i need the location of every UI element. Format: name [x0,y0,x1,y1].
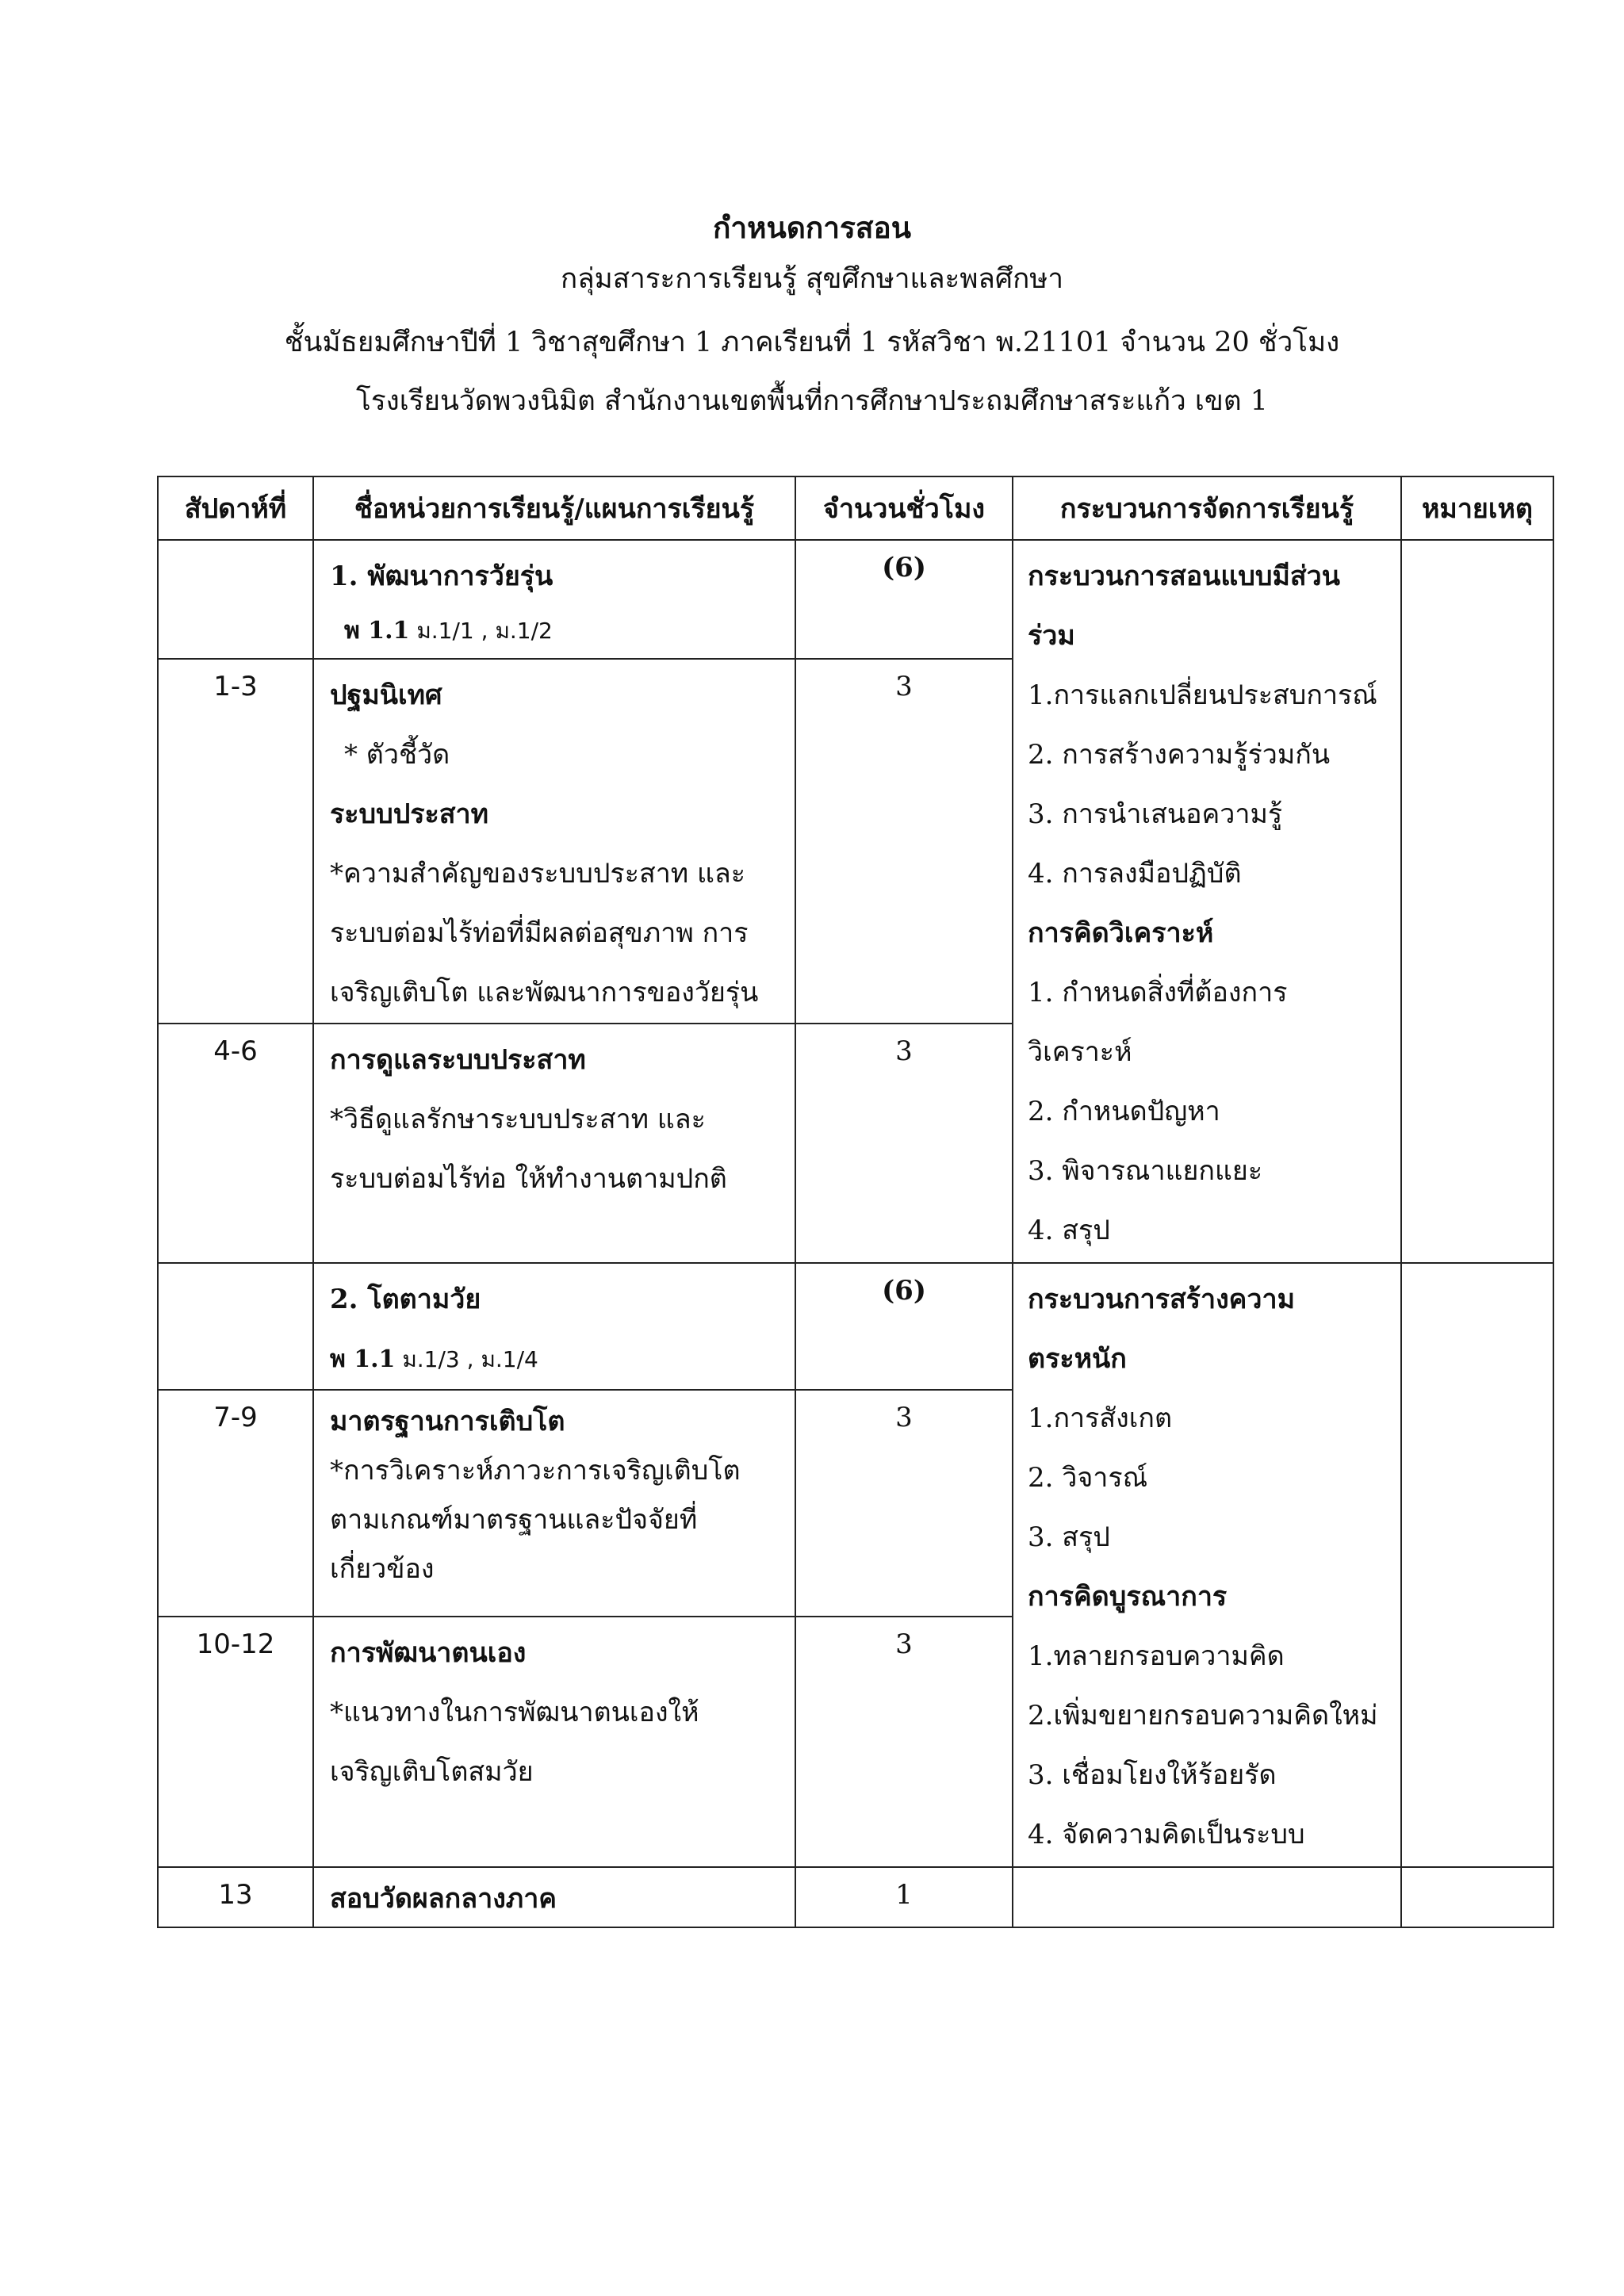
process-line: การคิดบูรณาการ [1028,1581,1228,1613]
column-header-unit-name: ชื่อหน่วยการเรียนรู้/แผนการเรียนรู้ [313,476,795,540]
process-line: 4. จัดความคิดเป็นระบบ [1028,1819,1305,1850]
unit-2-standard [330,1330,795,1389]
lesson-line: การพัฒนาตนเอง [330,1637,527,1669]
lesson-cell [313,1390,795,1617]
lesson-line: มาตรฐานการเติบโต [330,1406,565,1437]
lesson-line: *การวิเคราะห์ภาวะการเจริญเติบโต [330,1455,741,1487]
process-line: 3. เชื่อมโยงให้ร้อยรัด [1028,1759,1277,1791]
hours-cell: 3 [795,659,1013,1024]
exam-row [158,1867,1553,1927]
lesson-cell [313,1867,795,1927]
process-line: กระบวนการสร้างความ [1028,1284,1296,1315]
week-cell [158,540,313,659]
unit-1-standard [330,607,795,656]
hours-cell: 3 [795,1617,1013,1867]
lesson-line: การดูแลระบบประสาท [330,1044,586,1076]
lesson-line: * ตัวชี้วัด [344,739,450,771]
exam-process-cell [1013,1867,1401,1927]
exam-title: สอบวัดผลกลางภาค [330,1883,557,1915]
school-line: โรงเรียนวัดพวงนิมิต สำนักงานเขตพื้นที่การศึกษาประถมศึกษาสระแก้ว เขต 1 [356,385,1268,417]
process-line: 2. การสร้างความรู้ร่วมกัน [1028,739,1331,771]
unit-2-title-cell [313,1263,795,1390]
process-line: 4. สรุป [1028,1215,1110,1246]
week-cell [158,1263,313,1390]
week-cell: 7-9 [158,1390,313,1617]
unit-1-title: 1. พัฒนาการวัยรุ่น [330,561,553,592]
week-cell: 13 [158,1867,313,1927]
column-header-process: กระบวนการจัดการเรียนรู้ [1013,476,1401,540]
column-header-week: สัปดาห์ที่ [158,476,313,540]
process-line: 1. กำหนดสิ่งที่ต้องการ [1028,977,1288,1008]
process-line: 3. สรุป [1028,1521,1110,1553]
lesson-line: ระบบต่อมไร้ท่อ ให้ทำงานตามปกติ [330,1163,727,1195]
unit-1-process-cell [1013,540,1401,1263]
unit-2-title: 2. โตตามวัย [330,1284,481,1315]
unit-2-hours: (6) [795,1263,1013,1390]
week-cell: 4-6 [158,1024,313,1263]
teaching-schedule-table [157,476,1554,1928]
lesson-line: เกี่ยวข้อง [330,1553,435,1585]
process-line: กระบวนการสอนแบบมีส่วน [1028,561,1340,592]
process-line: ร่วม [1028,620,1075,652]
unit-1-title-cell [313,540,795,659]
week-cell: 1-3 [158,659,313,1024]
process-line: 1.การแลกเปลี่ยนประสบการณ์ [1028,679,1377,711]
subject-group-line: กลุ่มสาระการเรียนรู้ สุขศึกษาและพลศึกษา [561,263,1063,295]
lesson-line: *แนวทางในการพัฒนาตนเองให้ [330,1697,699,1728]
hours-cell: 3 [795,1024,1013,1263]
hours-cell: 1 [795,1867,1013,1927]
unit-2-standard-indicators: ม.1/3 , ม.1/4 [395,1346,538,1372]
process-line: 1.ทลายกรอบความคิด [1028,1640,1285,1672]
process-line: การคิดวิเคราะห์ [1028,917,1214,949]
lesson-line: ระบบประสาท [330,798,489,830]
document-title: กำหนดการสอน [712,210,912,245]
column-header-hours: จำนวนชั่วโมง [795,476,1013,540]
column-header-remarks: หมายเหตุ [1401,476,1553,540]
unit-1-hours: (6) [795,540,1013,659]
unit-2-title-row [158,1263,1553,1390]
hours-cell: 3 [795,1390,1013,1617]
process-line: 3. พิจารณาแยกแยะ [1028,1155,1263,1187]
lesson-line: ระบบต่อมไร้ท่อที่มีผลต่อสุขภาพ การ [330,917,749,949]
unit-2-remarks-cell [1401,1263,1553,1867]
process-line: 2. กำหนดปัญหา [1028,1096,1220,1127]
exam-remarks-cell [1401,1867,1553,1927]
lesson-cell [313,659,795,1024]
lesson-cell [313,1024,795,1263]
week-cell: 10-12 [158,1617,313,1867]
lesson-line: เจริญเติบโตสมวัย [330,1756,534,1788]
unit-1-remarks-cell [1401,540,1553,1263]
process-line: 4. การลงมือปฏิบัติ [1028,858,1242,890]
lesson-line: *วิธีดูแลรักษาระบบประสาท และ [330,1104,706,1135]
lesson-cell [313,1617,795,1867]
unit-2-standard-prefix: พ 1.1 [330,1345,396,1373]
lesson-line: ปฐมนิเทศ [330,679,442,711]
process-line: 3. การนำเสนอความรู้ [1028,798,1283,830]
course-info-line: ชั้นมัธยมศึกษาปีที่ 1 วิชาสุขศึกษา 1 ภาคเรียนที่ 1 รหัสวิชา พ.21101 จำนวน 20 ชั่วโมง [284,327,1340,358]
process-line: 2.เพิ่มขยายกรอบความคิดใหม่ [1028,1700,1378,1732]
process-line: ตระหนัก [1028,1343,1127,1375]
lesson-line: ตามเกณฑ์มาตรฐานและปัจจัยที่ [330,1504,698,1536]
unit-1-title-row [158,540,1553,659]
unit-2-process-cell [1013,1263,1401,1867]
lesson-line: เจริญเติบโต และพัฒนาการของวัยรุ่น [330,977,759,1008]
table-header-row [158,476,1553,540]
unit-1-standard-prefix: พ 1.1 [344,617,410,645]
unit-1-standard-indicators: ม.1/1 , ม.1/2 [409,618,553,644]
process-line: 1.การสังเกต [1028,1402,1173,1434]
process-line: 2. วิจารณ์ [1028,1462,1148,1494]
process-line: วิเคราะห์ [1028,1036,1132,1068]
lesson-line: *ความสำคัญของระบบประสาท และ [330,858,746,890]
